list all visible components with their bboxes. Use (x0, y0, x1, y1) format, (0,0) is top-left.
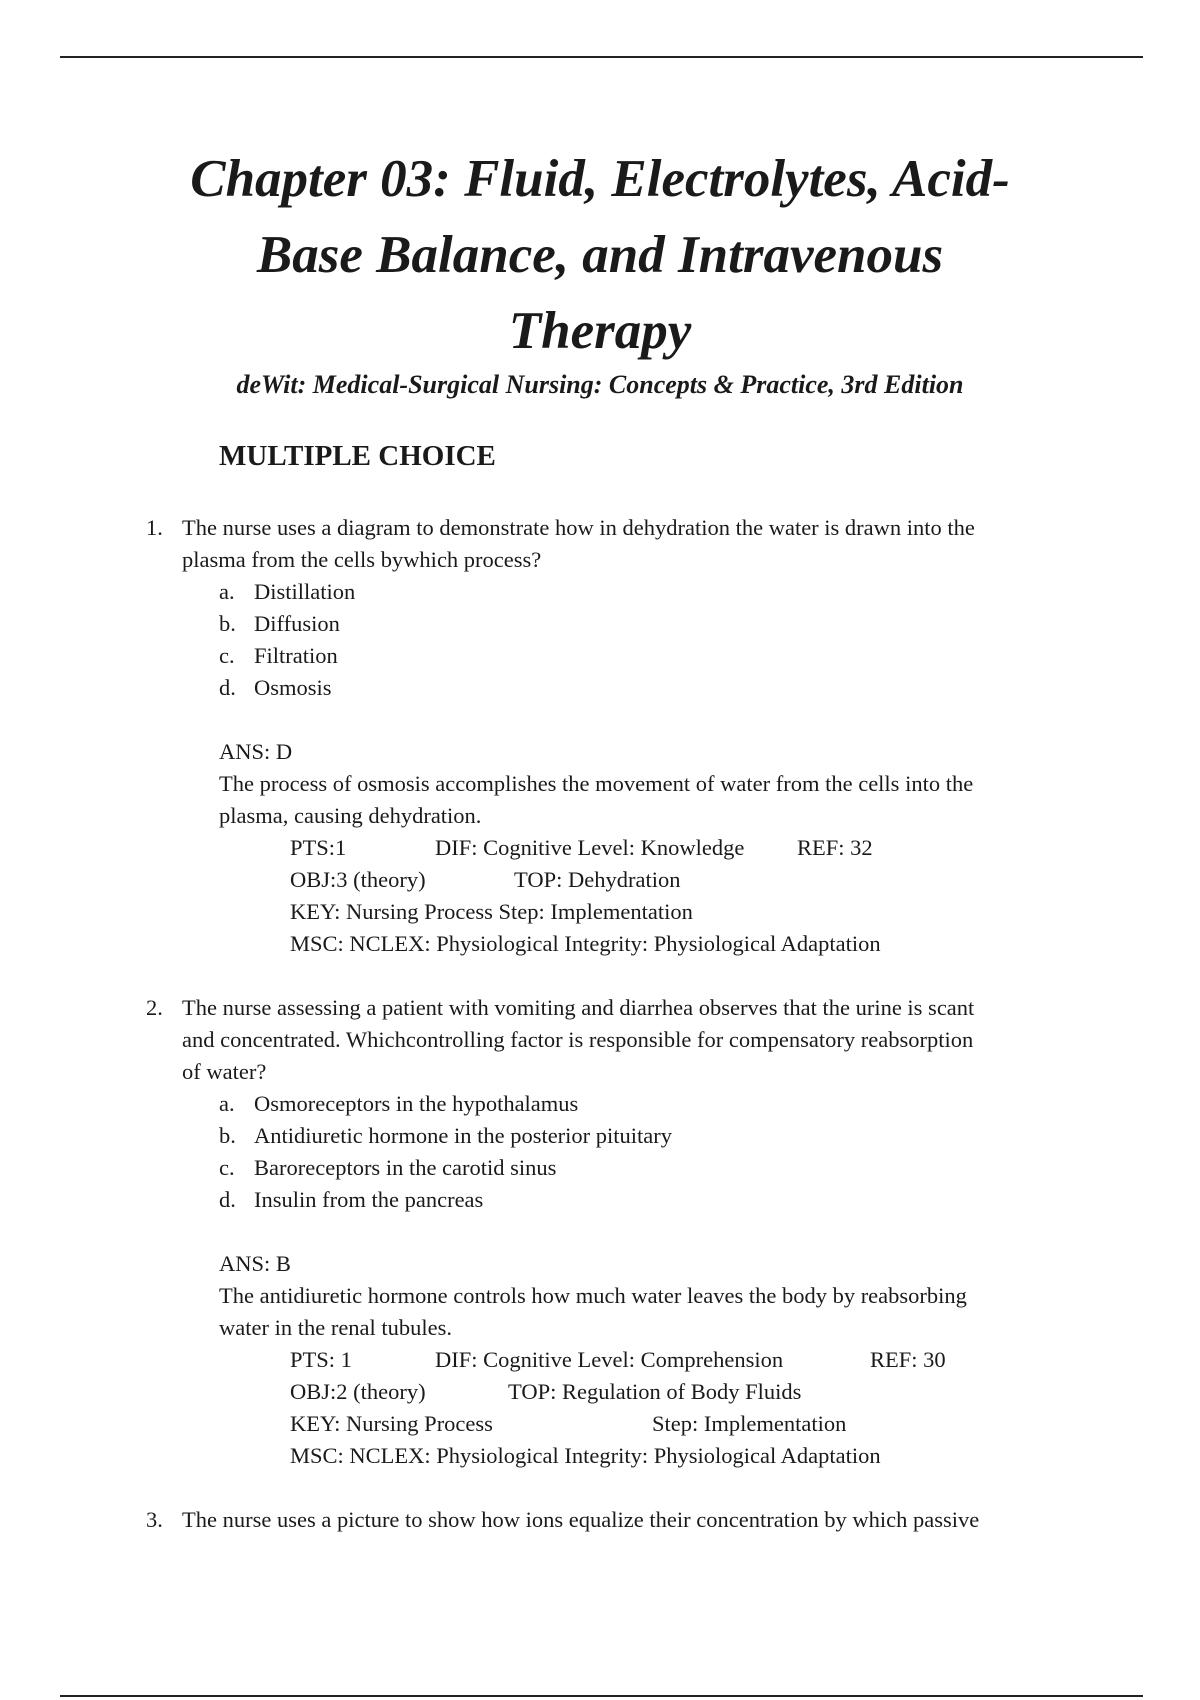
rationale: The process of osmosis accomplishes the movement of water from the cells into the (219, 771, 974, 796)
option-letter: a. (219, 1091, 235, 1116)
meta-row (0, 1440, 1200, 1472)
option-text: Diffusion (254, 611, 340, 636)
meta-row (0, 896, 1200, 928)
meta-dif: DIF: Cognitive Level: Comprehension (435, 1347, 784, 1372)
meta-key: KEY: Nursing Process Step: Implementation (290, 899, 693, 924)
option-a (0, 1088, 1200, 1120)
option-c (0, 1152, 1200, 1184)
meta-ref: REF: 32 (797, 835, 873, 860)
title-line: Chapter 03: Fluid, Electrolytes, Acid- (190, 150, 1010, 208)
question-list (0, 512, 1200, 1568)
meta-row (0, 832, 1200, 864)
meta-key: KEY: Nursing Process (290, 1411, 493, 1436)
section-heading: MULTIPLE CHOICE (219, 440, 496, 472)
option-letter: d. (219, 1187, 236, 1212)
question-number: 2. (146, 995, 163, 1020)
question-number: 1. (146, 515, 163, 540)
question-text: The nurse assessing a patient with vomiting and diarrhea observes that the urine is scant (182, 995, 975, 1020)
question-number: 3. (146, 1507, 163, 1532)
meta-row (0, 1376, 1200, 1408)
meta-obj: OBJ:3 (theory) (290, 867, 426, 892)
question-3 (0, 1504, 1200, 1536)
title-line: Therapy (508, 302, 692, 360)
title-line: Base Balance, and Intravenous (256, 226, 944, 284)
option-letter: b. (219, 1123, 236, 1148)
meta-row (0, 1408, 1200, 1440)
meta-msc: MSC: NCLEX: Physiological Integrity: Physiological Adaptation (290, 931, 881, 956)
answer: ANS: D (219, 739, 293, 764)
top-rule (60, 56, 1143, 58)
option-d (0, 672, 1200, 704)
meta-msc: MSC: NCLEX: Physiological Integrity: Physiological Adaptation (290, 1443, 881, 1468)
option-text: Distillation (254, 579, 356, 604)
option-a (0, 576, 1200, 608)
question-text: and concentrated. Whichcontrolling factor is responsible for compensatory reabsorption (182, 1027, 974, 1052)
option-b (0, 1120, 1200, 1152)
question-1 (0, 512, 1200, 960)
rationale: The antidiuretic hormone controls how much water leaves the body by reabsorbing (219, 1283, 967, 1308)
rationale: plasma, causing dehydration. (219, 803, 482, 828)
meta-row (0, 1344, 1200, 1376)
meta-pts: PTS:1 (290, 835, 347, 860)
option-d (0, 1184, 1200, 1216)
question-text: The nurse uses a diagram to demonstrate how in dehydration the water is drawn into the (182, 515, 975, 540)
option-text: Osmoreceptors in the hypothalamus (254, 1091, 579, 1116)
rationale: water in the renal tubules. (219, 1315, 453, 1340)
answer: ANS: B (219, 1251, 291, 1276)
option-text: Osmosis (254, 675, 332, 700)
meta-pts: PTS: 1 (290, 1347, 352, 1372)
meta-dif: DIF: Cognitive Level: Knowledge (435, 835, 745, 860)
meta-top: TOP: Dehydration (514, 867, 681, 892)
option-letter: c. (219, 643, 235, 668)
option-letter: b. (219, 611, 236, 636)
option-text: Insulin from the pancreas (254, 1187, 484, 1212)
question-text: The nurse uses a picture to show how ions equalize their concentration by which passive (182, 1507, 980, 1532)
option-text: Baroreceptors in the carotid sinus (254, 1155, 557, 1180)
option-c (0, 640, 1200, 672)
book-subtitle: deWit: Medical-Surgical Nursing: Concepts & Practice, 3rd Edition (236, 370, 964, 399)
meta-row (0, 864, 1200, 896)
bottom-rule (60, 1695, 1143, 1697)
option-letter: c. (219, 1155, 235, 1180)
meta-obj: OBJ:2 (theory) (290, 1379, 426, 1404)
meta-top: TOP: Regulation of Body Fluids (508, 1379, 802, 1404)
option-text: Antidiuretic hormone in the posterior pituitary (254, 1123, 673, 1148)
option-b (0, 608, 1200, 640)
question-text: of water? (182, 1059, 267, 1084)
option-letter: d. (219, 675, 236, 700)
option-text: Filtration (254, 643, 338, 668)
meta-row (0, 928, 1200, 960)
chapter-title (0, 141, 1200, 369)
option-letter: a. (219, 579, 235, 604)
meta-ref: REF: 30 (870, 1347, 946, 1372)
meta-key-step: Step: Implementation (652, 1411, 847, 1436)
question-text: plasma from the cells bywhich process? (182, 547, 542, 572)
question-2 (0, 992, 1200, 1472)
